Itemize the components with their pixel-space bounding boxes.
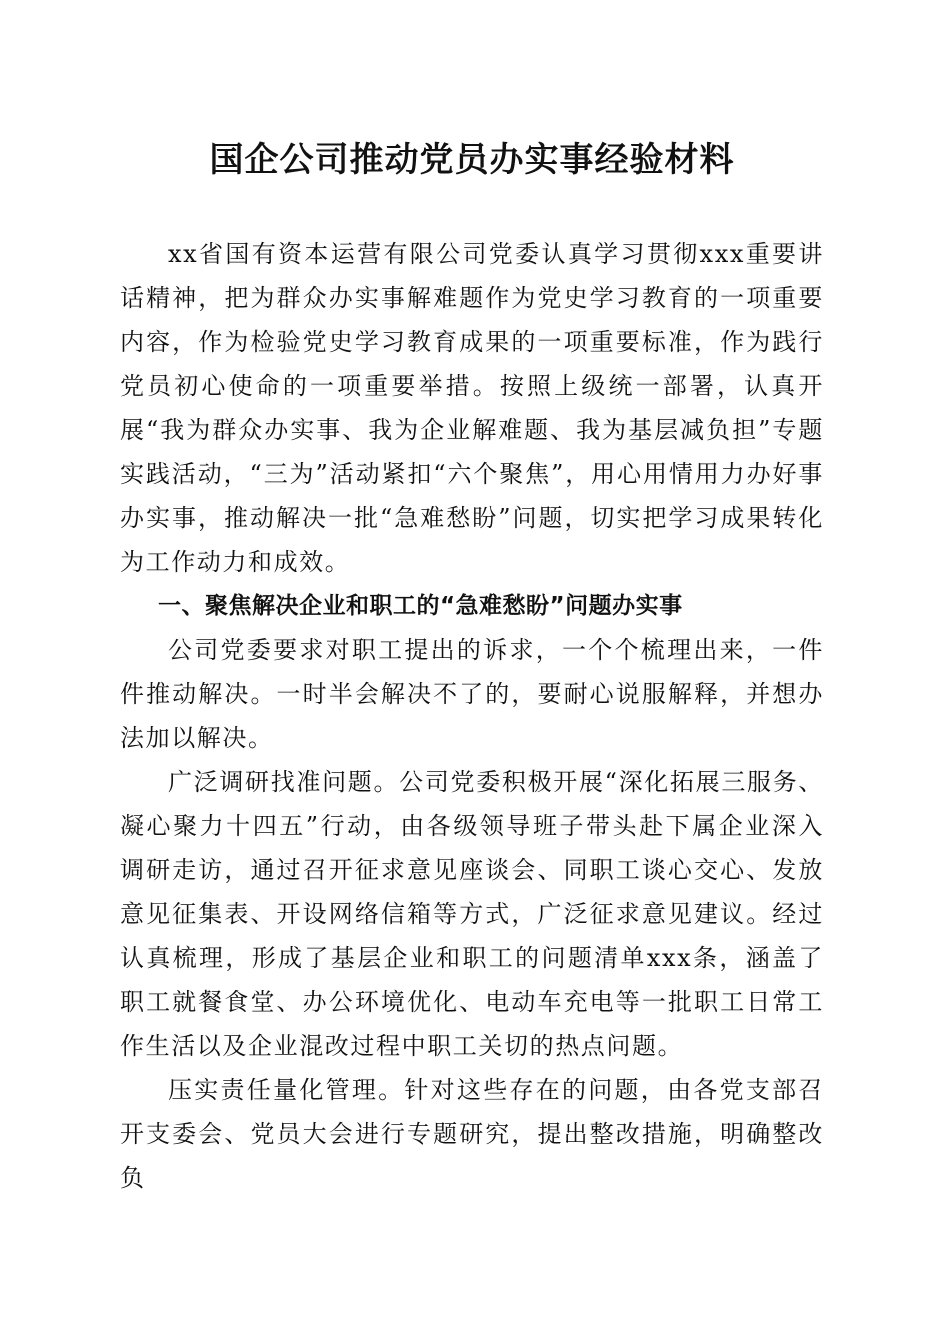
section-1-paragraph-3: 压实责任量化管理。针对这些存在的问题，由各党支部召开支委会、党员大会进行专题研究，提出整改措施，明确整改负 [120, 1076, 824, 1192]
section-1-paragraph-2: 广泛调研找准问题。公司党委积极开展“深化拓展三服务、凝心聚力十四五”行动，由各级领导班子带头赴下属企业深入调研走访，通过召开征求意见座谈会、同职工谈心交心、发放意见征集表、开设网络信箱等方式，广泛征求意见建议。经过认真梳理，形成了基层企业和职工的问题清单xxx条，涵盖了职工就餐食堂、办公环境优化、电动车充电等一批职工日常工作生活以及企业混改过程中职工关切的热点问题。 [120, 768, 824, 1060]
intro-paragraph: xx省国有资本运营有限公司党委认真学习贯彻xxx重要讲话精神，把为群众办实事解难题作为党史学习教育的一项重要内容，作为检验党史学习教育成果的一项重要标准，作为践行党员初心使命的一项重要举措。按照上级统一部署，认真开展“我为群众办实事、我为企业解难题、我为基层减负担”专题实践活动，“三为”活动紧扣“六个聚焦”，用心用情用力办好事办实事，推动解决一批“急难愁盼”问题，切实把学习成果转化为工作动力和成效。 [120, 240, 824, 576]
section-1-heading: 一、聚焦解决企业和职工的“急难愁盼”问题办实事 [157, 593, 683, 619]
document-body [120, 232, 824, 1200]
section-1-paragraph-1: 公司党委要求对职工提出的诉求，一个个梳理出来，一件件推动解决。一时半会解决不了的，要耐心说服解释，并想办法加以解决。 [120, 636, 824, 752]
document-title: 国企公司推动党员办实事经验材料 [209, 140, 735, 180]
